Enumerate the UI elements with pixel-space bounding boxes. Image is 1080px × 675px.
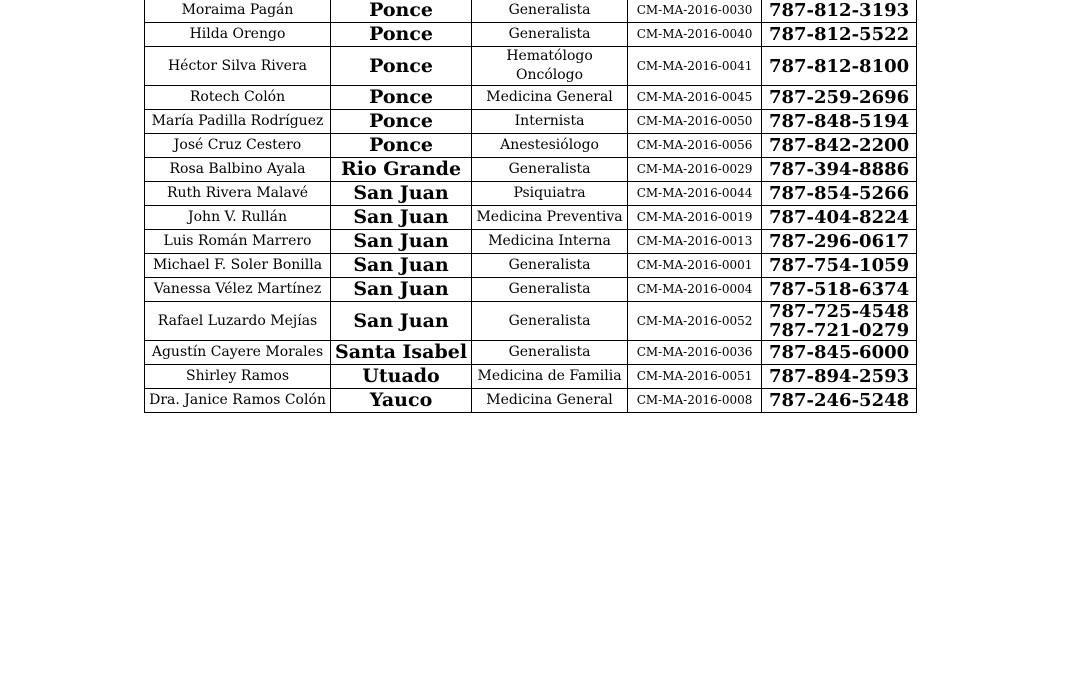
doctor-name-cell: Ruth Rivera Malavé: [145, 182, 331, 206]
table-row: [145, 302, 917, 341]
specialty-line: Generalista: [508, 344, 591, 360]
specialty-line: Psiquiatra: [513, 185, 586, 201]
town-cell: San Juan: [331, 254, 472, 278]
doctor-name-cell: Vanessa Vélez Martínez: [145, 278, 331, 302]
table-row: [145, 365, 917, 389]
phone-cell: [762, 158, 917, 182]
specialty-cell: [472, 365, 628, 389]
specialty-cell: [472, 23, 628, 47]
doctor-name-cell: Shirley Ramos: [145, 365, 331, 389]
phone-number: 787-246-5248: [768, 390, 910, 411]
phone-cell: [762, 23, 917, 47]
specialty-cell: [472, 206, 628, 230]
phone-number: 787-296-0617: [768, 231, 910, 252]
phone-number: 787-518-6374: [768, 279, 910, 300]
phone-number: 787-259-2696: [768, 87, 910, 108]
specialty-cell: [472, 0, 628, 23]
doctor-name-cell: José Cruz Cestero: [145, 134, 331, 158]
town-cell: San Juan: [331, 182, 472, 206]
town-cell: San Juan: [331, 206, 472, 230]
phone-cell: [762, 341, 917, 365]
specialty-line: Generalista: [508, 2, 591, 18]
town-cell: Ponce: [331, 110, 472, 134]
town-cell: San Juan: [331, 230, 472, 254]
town-cell: Ponce: [331, 0, 472, 23]
phone-number: 787-845-6000: [768, 342, 910, 363]
specialty-line: Anestesiólogo: [500, 137, 599, 153]
table-row: [145, 230, 917, 254]
specialty-line: Generalista: [508, 312, 591, 329]
specialty-line: Medicina General: [486, 392, 613, 408]
doctor-name-cell: Michael F. Soler Bonilla: [145, 254, 331, 278]
specialty-cell: [472, 254, 628, 278]
specialty-line: Generalista: [508, 161, 591, 177]
table-row: [145, 254, 917, 278]
table-row: [145, 0, 917, 23]
specialty-line: Generalista: [508, 26, 591, 42]
doctor-name-cell: Héctor Silva Rivera: [145, 47, 331, 86]
phone-cell: [762, 365, 917, 389]
phone-number: 787-394-8886: [768, 159, 910, 180]
table-row: [145, 23, 917, 47]
town-cell: Ponce: [331, 23, 472, 47]
specialty-cell: [472, 278, 628, 302]
license-cell: CM-MA-2016-0040: [628, 23, 762, 47]
license-cell: CM-MA-2016-0052: [628, 302, 762, 341]
phone-number: 787-404-8224: [768, 207, 910, 228]
doctor-name-cell: John V. Rullán: [145, 206, 331, 230]
doctor-name-cell: Rosa Balbino Ayala: [145, 158, 331, 182]
phone-number: 787-721-0279: [768, 320, 910, 341]
doctor-name-cell: Rafael Luzardo Mejías: [145, 302, 331, 341]
specialty-line: Medicina General: [486, 89, 613, 105]
table-row: [145, 389, 917, 413]
phone-number: 787-894-2593: [768, 366, 910, 387]
license-cell: CM-MA-2016-0004: [628, 278, 762, 302]
specialty-cell: [472, 134, 628, 158]
specialty-cell: [472, 230, 628, 254]
town-cell: Ponce: [331, 47, 472, 86]
town-cell: Ponce: [331, 86, 472, 110]
specialty-cell: [472, 389, 628, 413]
phone-cell: [762, 182, 917, 206]
town-cell: Rio Grande: [331, 158, 472, 182]
doctor-name-cell: Moraima Pagán: [145, 0, 331, 23]
doctor-name-cell: María Padilla Rodríguez: [145, 110, 331, 134]
specialty-line: Medicina Interna: [488, 233, 611, 249]
doctor-name-cell: Rotech Colón: [145, 86, 331, 110]
table-row: [145, 86, 917, 110]
phone-number: 787-854-5266: [768, 183, 910, 204]
specialty-cell: [472, 182, 628, 206]
license-cell: CM-MA-2016-0029: [628, 158, 762, 182]
table-row: [145, 110, 917, 134]
phone-cell: [762, 230, 917, 254]
town-cell: Ponce: [331, 134, 472, 158]
town-cell: San Juan: [331, 302, 472, 341]
license-cell: CM-MA-2016-0036: [628, 341, 762, 365]
specialty-cell: [472, 110, 628, 134]
phone-cell: [762, 278, 917, 302]
specialty-line: Medicina de Familia: [477, 368, 622, 384]
phone-number: 787-812-8100: [768, 55, 910, 77]
phone-cell: [762, 86, 917, 110]
specialty-line: Generalista: [508, 281, 591, 297]
town-cell: Utuado: [331, 365, 472, 389]
town-cell: Santa Isabel: [331, 341, 472, 365]
table-row: [145, 134, 917, 158]
phone-cell: [762, 206, 917, 230]
table-row: [145, 278, 917, 302]
license-cell: CM-MA-2016-0045: [628, 86, 762, 110]
phone-cell: [762, 0, 917, 23]
phone-cell: [762, 254, 917, 278]
phone-cell: [762, 110, 917, 134]
specialty-line: Medicina Preventiva: [476, 209, 623, 225]
specialty-cell: [472, 47, 628, 86]
table-row: [145, 341, 917, 365]
license-cell: CM-MA-2016-0008: [628, 389, 762, 413]
license-cell: CM-MA-2016-0019: [628, 206, 762, 230]
license-cell: CM-MA-2016-0051: [628, 365, 762, 389]
doctor-name-cell: Luis Román Marrero: [145, 230, 331, 254]
town-cell: Yauco: [331, 389, 472, 413]
specialty-cell: [472, 86, 628, 110]
table-row: [145, 206, 917, 230]
phone-cell: [762, 389, 917, 413]
license-cell: CM-MA-2016-0041: [628, 47, 762, 86]
table-row: [145, 47, 917, 86]
specialty-line: Internista: [514, 113, 585, 129]
phone-number: 787-842-2200: [768, 135, 910, 156]
specialty-line: Hematólogo: [506, 48, 593, 64]
phone-cell: [762, 134, 917, 158]
license-cell: CM-MA-2016-0044: [628, 182, 762, 206]
table-row: [145, 158, 917, 182]
phone-number: 787-848-5194: [768, 111, 910, 132]
doctor-name-cell: Dra. Janice Ramos Colón: [145, 389, 331, 413]
specialty-line: Oncólogo: [516, 67, 584, 83]
license-cell: CM-MA-2016-0056: [628, 134, 762, 158]
phone-number: 787-754-1059: [768, 255, 910, 276]
doctor-name-cell: Hilda Orengo: [145, 23, 331, 47]
table-body: [145, 0, 917, 413]
phone-cell: [762, 47, 917, 86]
phone-number: 787-725-4548: [768, 301, 910, 322]
specialty-line: Generalista: [508, 257, 591, 273]
phone-cell: [762, 302, 917, 341]
license-cell: CM-MA-2016-0050: [628, 110, 762, 134]
doctors-table: [144, 0, 917, 413]
specialty-cell: [472, 158, 628, 182]
license-cell: CM-MA-2016-0001: [628, 254, 762, 278]
doctor-name-cell: Agustín Cayere Morales: [145, 341, 331, 365]
specialty-cell: [472, 341, 628, 365]
phone-number: 787-812-5522: [768, 24, 910, 45]
license-cell: CM-MA-2016-0013: [628, 230, 762, 254]
town-cell: San Juan: [331, 278, 472, 302]
phone-number: 787-812-3193: [768, 0, 910, 21]
license-cell: CM-MA-2016-0030: [628, 0, 762, 23]
specialty-cell: [472, 302, 628, 341]
table-row: [145, 182, 917, 206]
